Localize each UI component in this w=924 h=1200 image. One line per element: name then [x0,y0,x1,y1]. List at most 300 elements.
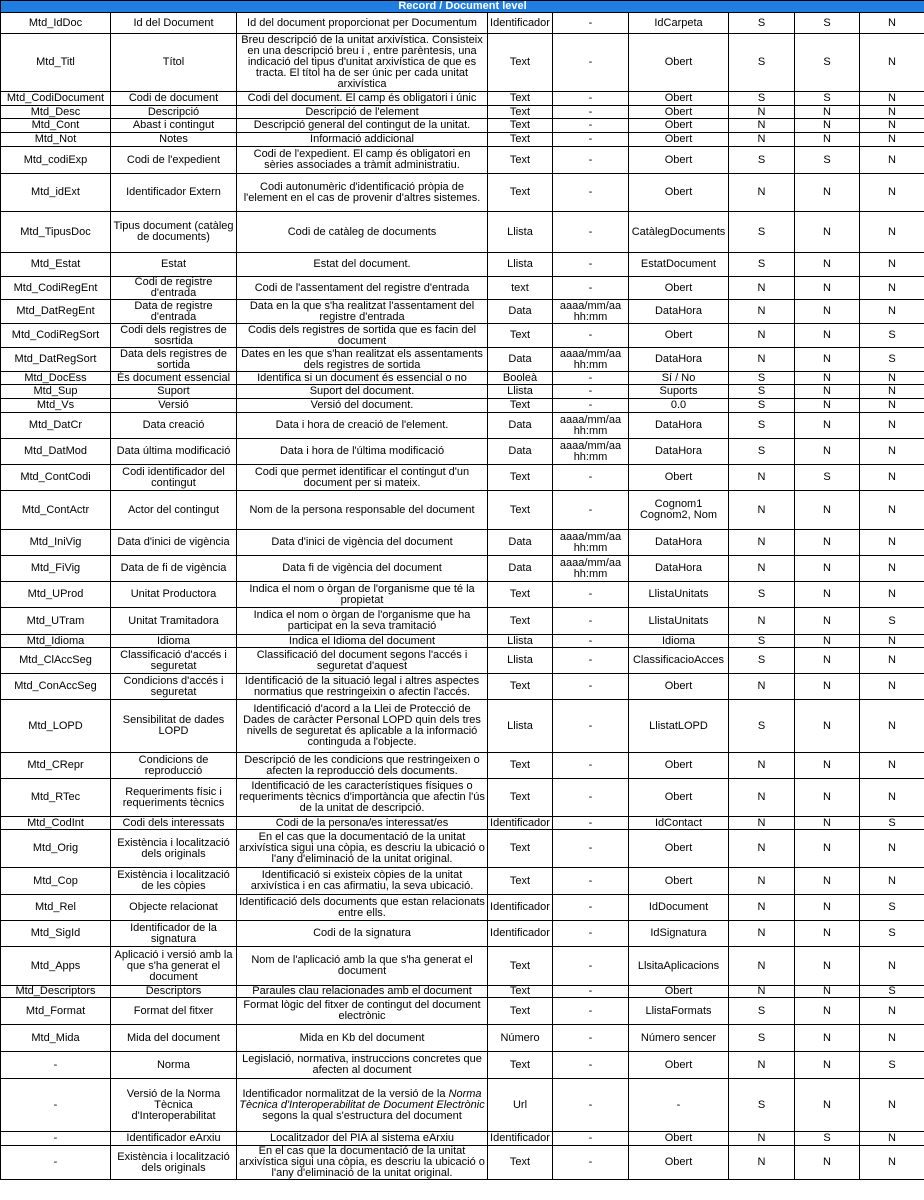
field-values: EstatDocument [629,253,729,277]
field-values: Obert [629,174,729,212]
field-description: Codi que permet identificar el contingut d'un document per si mateix. [237,465,488,491]
field-format: - [553,385,629,399]
field-flag-3: S [860,986,924,998]
field-type: Text [488,830,553,868]
table-row [1,753,924,779]
field-flag-3: N [860,277,924,300]
table-row [1,608,924,635]
field-name: Versió [111,399,237,413]
field-id: Mtd_UTram [1,608,111,635]
field-flag-3: N [860,13,924,34]
field-flag-1: S [729,34,795,92]
field-flag-2: S [795,92,860,106]
table-row [1,399,924,413]
field-description [237,1079,488,1132]
field-flag-3: N [860,413,924,439]
field-flag-1: N [729,556,795,582]
field-flag-3: N [860,556,924,582]
field-flag-2: N [795,1025,860,1052]
field-name: Id del Document [111,13,237,34]
field-id: Mtd_LOPD [1,700,111,753]
field-name: Data última modificació [111,439,237,465]
field-name: Suport [111,385,237,399]
field-type: Data [488,348,553,372]
field-description: Codis dels registres de sortida que es facin del document [237,324,488,348]
field-flag-3: N [860,530,924,556]
field-description: Versió del document. [237,399,488,413]
field-id: Mtd_CodiDocument [1,92,111,106]
field-type: Data [488,439,553,465]
field-name: Idioma [111,635,237,648]
field-values: Obert [629,1132,729,1146]
table-row [1,895,924,921]
field-description: Codi de la persona/es interessat/es [237,817,488,830]
table-row [1,1079,924,1132]
field-flag-1: N [729,986,795,998]
field-format: - [553,34,629,92]
table-row [1,1052,924,1079]
field-description: Identifica si un document és essencial o no [237,372,488,385]
field-flag-1: S [729,700,795,753]
field-name: Codi dels registres de sosrtida [111,324,237,348]
field-type: Text [488,986,553,998]
field-flag-1: S [729,372,795,385]
field-name: Títol [111,34,237,92]
field-flag-2: N [795,868,860,895]
table-row [1,635,924,648]
field-flag-1: N [729,817,795,830]
field-flag-2: N [795,998,860,1025]
field-id: Mtd_Format [1,998,111,1025]
field-type: Text [488,106,553,119]
table-row [1,947,924,986]
field-format: - [553,399,629,413]
field-format: - [553,491,629,530]
field-name: Norma [111,1052,237,1079]
field-flag-2: N [795,277,860,300]
field-flag-2: N [795,582,860,608]
field-flag-1: N [729,921,795,947]
table-row [1,413,924,439]
field-type: Llista [488,212,553,253]
field-flag-1: S [729,1079,795,1132]
field-flag-2: N [795,556,860,582]
table-row [1,779,924,817]
field-name: Objecte relacionat [111,895,237,921]
field-id: Mtd_Cop [1,868,111,895]
field-id: - [1,1052,111,1079]
field-id: Mtd_RTec [1,779,111,817]
field-description: En el cas que la documentació de la unitat arxivística sigui una còpia, es descriu la ubicació o l'any d'eliminació de la unitat original. [237,1146,488,1180]
field-type: Text [488,399,553,413]
field-id: Mtd_Mida [1,1025,111,1052]
field-type: Text [488,753,553,779]
field-format: - [553,700,629,753]
field-id: Mtd_TipusDoc [1,212,111,253]
table-row [1,817,924,830]
field-flag-1: S [729,1025,795,1052]
field-format: aaaa/mm/aa hh:mm [553,439,629,465]
field-flag-3: N [860,119,924,133]
field-id: Mtd_IdDoc [1,13,111,34]
field-flag-2: S [795,147,860,174]
table-row [1,174,924,212]
field-flag-1: N [729,895,795,921]
field-flag-2: N [795,530,860,556]
field-format: aaaa/mm/aa hh:mm [553,556,629,582]
field-type: Text [488,133,553,147]
field-flag-2: N [795,212,860,253]
field-name: Notes [111,133,237,147]
field-format: - [553,921,629,947]
field-name: Identificador de la signatura [111,921,237,947]
field-description: Format lògic del fitxer de contingut del document electrònic [237,998,488,1025]
table-row [1,34,924,92]
field-description: Indica el nom o òrgan de l'organisme que ha participat en la seva tramitació [237,608,488,635]
field-id: Mtd_CodInt [1,817,111,830]
field-description: Classificació del document segons l'accés i seguretat d'aquest [237,648,488,674]
field-id: Mtd_Cont [1,119,111,133]
field-id: Mtd_DocEss [1,372,111,385]
field-flag-1: N [729,1146,795,1180]
field-description-part: segons la qual s'estructura del document [262,1109,462,1122]
field-description: Data i hora de l'última modificació [237,439,488,465]
field-type: Text [488,119,553,133]
field-values: Obert [629,1146,729,1180]
field-flag-2: N [795,106,860,119]
table-row [1,147,924,174]
field-flag-1: N [729,868,795,895]
field-flag-3: S [860,348,924,372]
field-description: Paraules clau relacionades amb el document [237,986,488,998]
field-format: - [553,277,629,300]
field-flag-2: S [795,13,860,34]
field-description: Data en la que s'ha realitzat l'assentament del registre d'entrada [237,300,488,324]
field-format: - [553,212,629,253]
field-flag-3: N [860,753,924,779]
field-format: aaaa/mm/aa hh:mm [553,348,629,372]
field-values: LlistaFormats [629,998,729,1025]
field-format: - [553,106,629,119]
field-type: Text [488,465,553,491]
table-row [1,700,924,753]
field-format: - [553,998,629,1025]
field-format: - [553,674,629,700]
field-id: Mtd_Sup [1,385,111,399]
field-id: Mtd_codiExp [1,147,111,174]
field-description: Legislació, normativa, instruccions concretes que afecten al document [237,1052,488,1079]
field-flag-1: S [729,413,795,439]
field-id: Mtd_IniVig [1,530,111,556]
table-row [1,582,924,608]
field-flag-2: N [795,253,860,277]
field-type: Llista [488,635,553,648]
field-values: LlsitaAplicacions [629,947,729,986]
field-id: Mtd_Apps [1,947,111,986]
field-flag-2: S [795,34,860,92]
field-flag-3: N [860,399,924,413]
field-type: Text [488,674,553,700]
field-values: Obert [629,92,729,106]
field-format: - [553,119,629,133]
field-format: - [553,779,629,817]
field-id: Mtd_CRepr [1,753,111,779]
field-flag-1: N [729,491,795,530]
field-values: Obert [629,119,729,133]
field-flag-3: N [860,868,924,895]
field-flag-2: N [795,385,860,399]
field-id: Mtd_UProd [1,582,111,608]
field-format: - [553,753,629,779]
field-description: Codi de l'assentament del registre d'entrada [237,277,488,300]
field-name: Existència i localització dels originals [111,1146,237,1180]
field-flag-3: S [860,608,924,635]
field-flag-1: S [729,399,795,413]
field-values: IdSignatura [629,921,729,947]
field-format: aaaa/mm/aa hh:mm [553,413,629,439]
field-description-part: Identificador normalitzat de la versió de la [242,1087,449,1100]
field-name: Descriptors [111,986,237,998]
field-values: Obert [629,277,729,300]
table-row [1,300,924,324]
field-flag-1: N [729,277,795,300]
field-flag-2: N [795,986,860,998]
field-type: Text [488,868,553,895]
field-flag-2: N [795,700,860,753]
field-format: - [553,133,629,147]
table-row [1,830,924,868]
field-id: Mtd_idExt [1,174,111,212]
field-values: LlistatLOPD [629,700,729,753]
field-values: Obert [629,34,729,92]
field-flag-1: S [729,582,795,608]
field-id: Mtd_SigId [1,921,111,947]
field-description: Identificació de les característiques físiques o requeriments tècnics d'importància que afectin l'ús de la unitat de descripció. [237,779,488,817]
field-id: Mtd_FiVig [1,556,111,582]
field-format: aaaa/mm/aa hh:mm [553,530,629,556]
field-description-norm: Norma Tècnica d'Interoperabilitat de Document Electrònic [239,1087,485,1111]
field-values: Sí / No [629,372,729,385]
table-row [1,491,924,530]
field-flag-1: N [729,119,795,133]
field-description: Descripció de l'element [237,106,488,119]
field-id: Mtd_Vs [1,399,111,413]
field-id: Mtd_DatRegEnt [1,300,111,324]
field-name: Codi de registre d'entrada [111,277,237,300]
field-id: Mtd_DatMod [1,439,111,465]
table-row [1,465,924,491]
field-description: Informació addicional [237,133,488,147]
field-type: Data [488,556,553,582]
field-format: - [553,947,629,986]
field-values: DataHora [629,413,729,439]
table-row [1,253,924,277]
field-flag-3: N [860,106,924,119]
field-type: Text [488,92,553,106]
field-flag-2: N [795,300,860,324]
field-format: - [553,13,629,34]
table-row [1,648,924,674]
field-name: Estat [111,253,237,277]
field-values: IdCarpeta [629,13,729,34]
field-format: - [553,868,629,895]
table-row [1,1132,924,1146]
field-description: En el cas que la documentació de la unitat arxivística sigui una còpia, es descriu la ubicació o l'any d'eliminació de la unitat original. [237,830,488,868]
field-name: Condicions de reproducció [111,753,237,779]
field-flag-2: N [795,830,860,868]
field-description: Identificació si existeix còpies de la unitat arxivística i en cas afirmatiu, la seva ubicació. [237,868,488,895]
field-format: - [553,1052,629,1079]
field-values: DataHora [629,348,729,372]
field-flag-2: N [795,608,860,635]
field-flag-1: N [729,1132,795,1146]
field-name: Data d'inici de vigència [111,530,237,556]
field-values: Obert [629,674,729,700]
field-values: LlistaUnitats [629,608,729,635]
table-row [1,106,924,119]
field-type: Text [488,998,553,1025]
field-flag-1: S [729,648,795,674]
field-flag-2: N [795,779,860,817]
field-flag-3: N [860,253,924,277]
field-id: Mtd_ClAccSeg [1,648,111,674]
field-id: Mtd_ContCodi [1,465,111,491]
field-flag-3: N [860,1146,924,1180]
field-type: Text [488,491,553,530]
field-values: IdContact [629,817,729,830]
field-description: Dates en les que s'han realitzat els assentaments dels registres de sortida [237,348,488,372]
field-flag-3: N [860,700,924,753]
table-row [1,986,924,998]
field-name: Existència i localització dels originals [111,830,237,868]
field-flag-2: N [795,413,860,439]
field-description: Identificació de la situació legal i altres aspectes normatius que restringeixin o afectin l'accés. [237,674,488,700]
field-description: Estat del document. [237,253,488,277]
field-description: Data d'inici de vigència del document [237,530,488,556]
field-format: - [553,1146,629,1180]
field-values: Obert [629,147,729,174]
field-name: Versió de la Norma Tècnica d'Interoperabilitat [111,1079,237,1132]
field-flag-1: N [729,300,795,324]
field-flag-2: N [795,674,860,700]
field-type: Text [488,608,553,635]
field-name: Codi identificador del contingut [111,465,237,491]
field-flag-2: N [795,119,860,133]
field-values: Obert [629,779,729,817]
field-name: Mida del document [111,1025,237,1052]
field-flag-3: S [860,817,924,830]
field-flag-1: S [729,212,795,253]
field-flag-1: N [729,1052,795,1079]
field-type: Llista [488,385,553,399]
field-flag-1: S [729,13,795,34]
field-name: Condicions d'accés i seguretat [111,674,237,700]
field-description: Indica el Idioma del document [237,635,488,648]
field-flag-1: S [729,635,795,648]
field-values: DataHora [629,556,729,582]
field-name: Unitat Tramitadora [111,608,237,635]
field-name: Existència i localització de les còpies [111,868,237,895]
field-name: Identificador eArxiu [111,1132,237,1146]
field-id: Mtd_Descriptors [1,986,111,998]
field-flag-3: N [860,1025,924,1052]
field-description: Nom de la persona responsable del document [237,491,488,530]
field-description: Id del document proporcionat per Documentum [237,13,488,34]
field-description: Localitzador del PIA al sistema eArxiu [237,1132,488,1146]
field-flag-1: N [729,324,795,348]
field-values: LlistaUnitats [629,582,729,608]
field-description: Codi de catàleg de documents [237,212,488,253]
field-values: Obert [629,1052,729,1079]
field-id: Mtd_Desc [1,106,111,119]
field-values: 0.0 [629,399,729,413]
field-name: Requeriments físic i requeriments tècnics [111,779,237,817]
field-type: Número [488,1025,553,1052]
field-flag-2: N [795,399,860,413]
field-values: Obert [629,753,729,779]
table-row [1,921,924,947]
table-row [1,372,924,385]
field-flag-1: N [729,348,795,372]
field-name: Data de registre d'entrada [111,300,237,324]
field-flag-3: N [860,1079,924,1132]
field-flag-1: S [729,92,795,106]
field-flag-3: S [860,895,924,921]
field-type: Identificador [488,895,553,921]
field-type: Text [488,582,553,608]
field-type: Identificador [488,13,553,34]
field-flag-2: N [795,753,860,779]
field-flag-3: N [860,998,924,1025]
field-format: - [553,465,629,491]
field-type: Data [488,413,553,439]
field-flag-1: S [729,385,795,399]
field-id: Mtd_DatRegSort [1,348,111,372]
field-format: - [553,324,629,348]
field-values: IdDocument [629,895,729,921]
field-type: Booleà [488,372,553,385]
field-description: Identificació d'acord a la Llei de Protecció de Dades de caràcter Personal LOPD quin dels tres nivells de seguretat és aplicable a la informació continguda a l'objecte. [237,700,488,753]
field-values: DataHora [629,530,729,556]
field-name: És document essencial [111,372,237,385]
field-flag-1: N [729,753,795,779]
field-flag-3: S [860,921,924,947]
field-format: - [553,986,629,998]
field-flag-2: N [795,174,860,212]
field-flag-2: N [795,324,860,348]
field-flag-3: N [860,465,924,491]
table-row [1,92,924,106]
field-flag-2: N [795,133,860,147]
field-description: Codi del document. El camp és obligatori i únic [237,92,488,106]
field-id: Mtd_Estat [1,253,111,277]
field-flag-2: S [795,1132,860,1146]
table-row [1,119,924,133]
field-id: Mtd_ContActr [1,491,111,530]
field-id: - [1,1132,111,1146]
table-row [1,556,924,582]
field-type: Identificador [488,921,553,947]
field-type: Llista [488,253,553,277]
field-values: Obert [629,986,729,998]
field-description: Indica el nom o òrgan de l'organisme que té la propietat [237,582,488,608]
field-name: Codi de document [111,92,237,106]
field-flag-3: S [860,324,924,348]
field-flag-2: N [795,439,860,465]
field-flag-2: N [795,947,860,986]
table-row [1,385,924,399]
field-type: Identificador [488,1132,553,1146]
